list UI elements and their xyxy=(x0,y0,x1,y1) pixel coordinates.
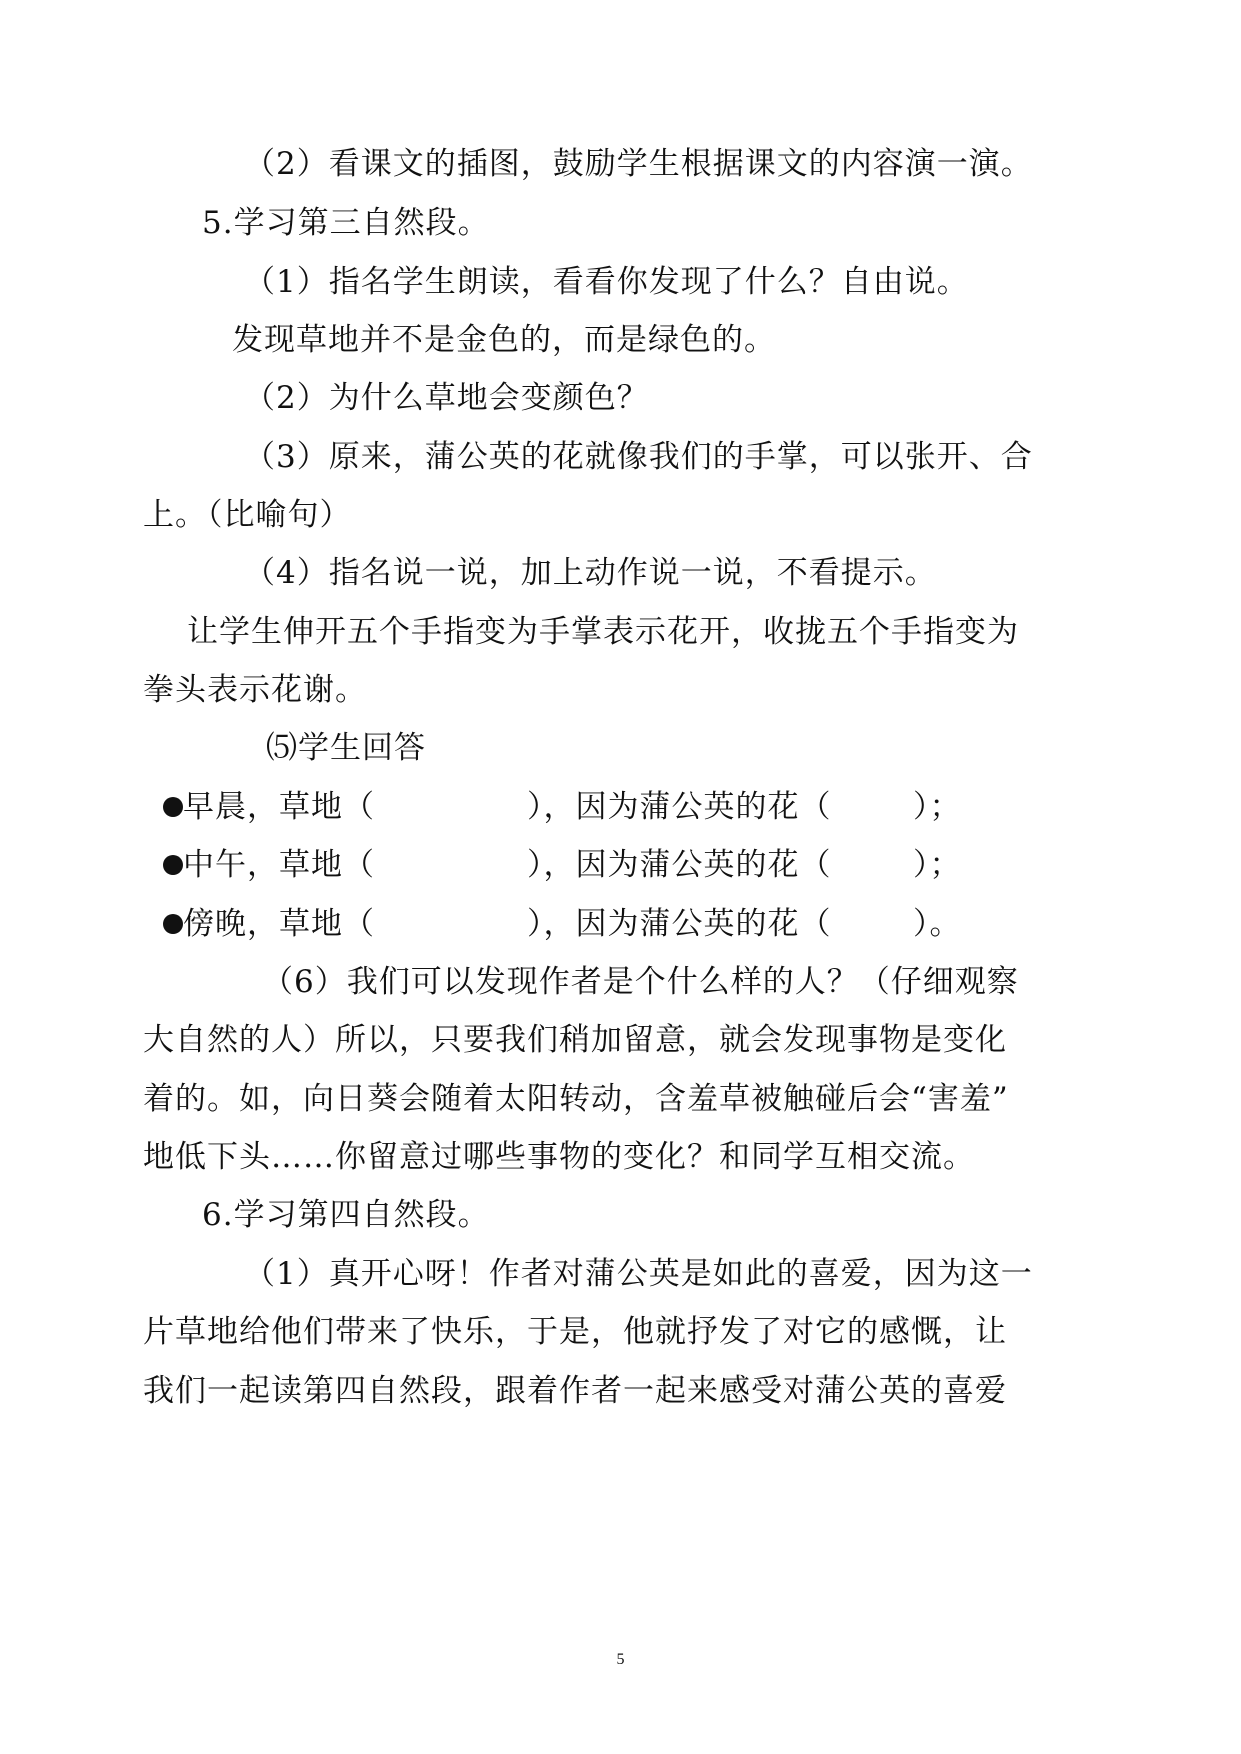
bullet-item xyxy=(163,904,962,944)
paragraph-line: （6）我们可以发现作者是个什么样的人？（仔细观察 xyxy=(262,964,1019,1000)
paragraph-line: 让学生伸开五个手指变为手掌表示花开，收拢五个手指变为 xyxy=(187,614,1019,650)
bullet-end-text: ）。 xyxy=(913,906,962,942)
bullet-item xyxy=(163,845,962,885)
paragraph-line: （2）看课文的插图，鼓励学生根据课文的内容演一演。 xyxy=(244,146,1033,182)
section-heading: 5.学习第三自然段。 xyxy=(202,205,490,241)
paragraph-line: （1）指名学生朗读，看看你发现了什么？自由说。 xyxy=(244,264,969,300)
paragraph-line: 拳头表示花谢。 xyxy=(143,672,367,708)
bullet-time-text: 中午，草地（ xyxy=(183,847,375,883)
paragraph-line: 着的。如，向日葵会随着太阳转动，含羞草被触碰后会“害羞” xyxy=(143,1081,1009,1117)
paragraph-line: 片草地给他们带来了快乐，于是，他就抒发了对它的感慨，让 xyxy=(143,1314,1007,1350)
bullet-dot xyxy=(163,855,183,875)
section-heading: 6.学习第四自然段。 xyxy=(202,1197,490,1233)
paragraph-line: 地低下头……你留意过哪些事物的变化？和同学互相交流。 xyxy=(143,1139,975,1175)
paragraph-line: （3）原来，蒲公英的花就像我们的手掌，可以张开、合 xyxy=(244,439,1033,475)
bullet-reason-text: ），因为蒲公英的花（ xyxy=(527,847,832,883)
paragraph-line: （1）真开心呀！作者对蒲公英是如此的喜爱，因为这一 xyxy=(244,1256,1033,1292)
paragraph-line: （2）为什么草地会变颜色？ xyxy=(244,380,649,416)
bullet-time-text: 傍晚，草地（ xyxy=(183,906,375,942)
bullet-end-text: ）； xyxy=(913,789,962,825)
page-number: 5 xyxy=(616,1651,625,1668)
paragraph-line: 发现草地并不是金色的，而是绿色的。 xyxy=(232,322,776,358)
bullet-dot xyxy=(163,914,183,934)
paragraph-line: （4）指名说一说，加上动作说一说，不看提示。 xyxy=(244,555,937,591)
bullet-reason-text: ），因为蒲公英的花（ xyxy=(527,789,832,825)
paragraph-line: 上。（比喻句） xyxy=(143,497,352,533)
bullet-item xyxy=(163,787,962,827)
bullet-end-text: ）； xyxy=(913,847,962,883)
paragraph-line: ⑸学生回答 xyxy=(266,730,426,766)
bullet-dot xyxy=(163,797,183,817)
paragraph-line: 我们一起读第四自然段，跟着作者一起来感受对蒲公英的喜爱 xyxy=(143,1373,1007,1409)
bullet-time-text: 早晨，草地（ xyxy=(183,789,375,825)
paragraph-line: 大自然的人）所以，只要我们稍加留意，就会发现事物是变化 xyxy=(143,1022,1007,1058)
bullet-reason-text: ），因为蒲公英的花（ xyxy=(527,906,832,942)
